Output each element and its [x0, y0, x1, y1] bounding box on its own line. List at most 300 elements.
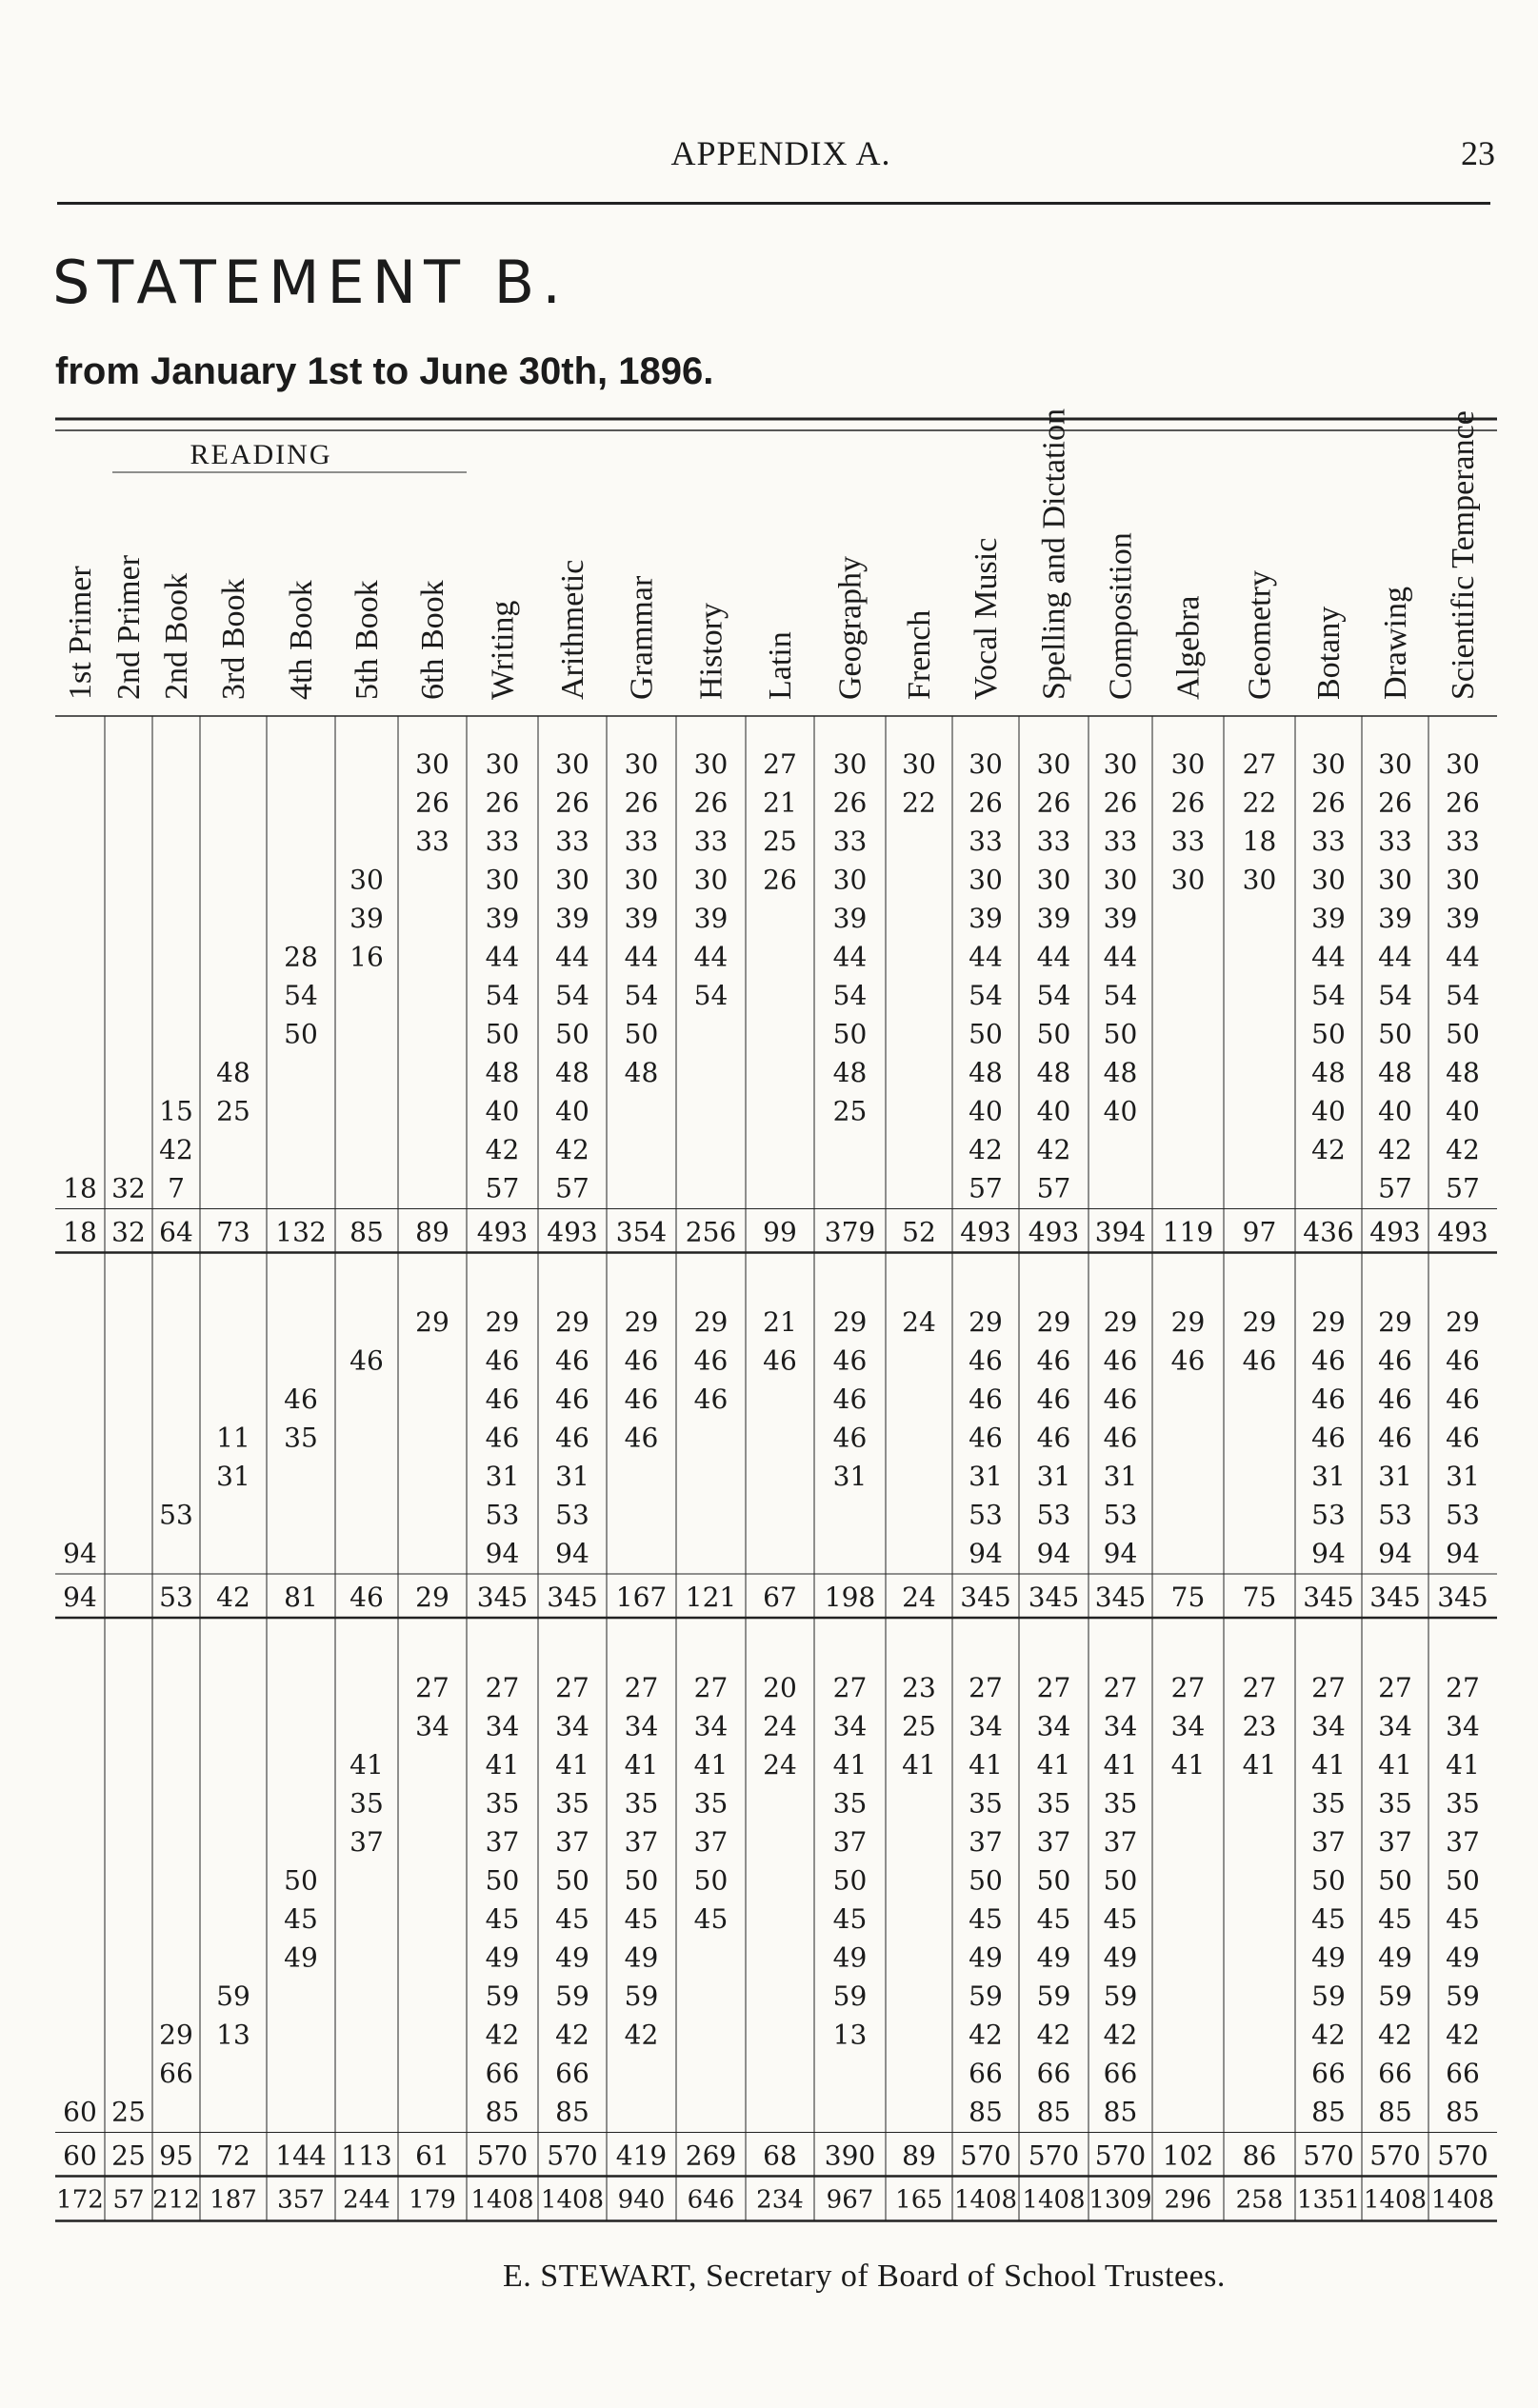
table-cell: 50 [284, 1018, 318, 1050]
table-cell: 30 [555, 864, 589, 896]
table-cell: 46 [624, 1422, 659, 1454]
table-cell: 48 [1036, 1057, 1071, 1088]
table-cell: 42 [1036, 2019, 1071, 2051]
table-cell: 48 [832, 1057, 868, 1088]
table-cell: 44 [1446, 941, 1480, 973]
table-cell: 26 [763, 864, 797, 896]
table-cell: 35 [969, 1787, 1003, 1820]
grand-total: 940 [617, 2185, 666, 2215]
table-cell: 26 [1103, 786, 1138, 819]
table-cell: 34 [1036, 1710, 1071, 1742]
table-cell: 35 [555, 1787, 589, 1820]
table-cell: 41 [969, 1749, 1003, 1781]
table-cell: 41 [624, 1749, 659, 1781]
section-total: 68 [763, 2139, 797, 2172]
table-cell: 54 [284, 980, 318, 1011]
table-cell: 33 [1311, 826, 1346, 857]
table-cell: 50 [969, 1864, 1003, 1897]
table-cell: 29 [832, 1306, 868, 1338]
table-cell: 42 [555, 1134, 589, 1165]
table-cell: 57 [969, 1172, 1003, 1204]
table-cell: 44 [1378, 941, 1412, 973]
table-cell: 39 [969, 903, 1003, 934]
table-cell: 27 [1378, 1672, 1412, 1703]
table-cell: 27 [415, 1672, 449, 1703]
table-cell: 39 [1446, 903, 1480, 934]
table-cell: 42 [1378, 2019, 1412, 2051]
table-cell: 85 [969, 2096, 1003, 2128]
table-cell: 13 [832, 2019, 868, 2051]
table-cell: 26 [1311, 786, 1346, 819]
table-cell: 34 [693, 1710, 729, 1742]
column-header: 4th Book [284, 580, 319, 700]
table-cell: 33 [832, 826, 868, 857]
date-range: from January 1st to June 30th, 1896. [55, 350, 714, 392]
section-total: 102 [1162, 2139, 1214, 2172]
table-cell: 25 [111, 2096, 146, 2128]
table-cell: 46 [555, 1422, 589, 1454]
table-cell: 41 [485, 1749, 520, 1781]
table-cell: 39 [555, 903, 589, 934]
table-cell: 33 [1170, 826, 1206, 857]
table-cell: 46 [485, 1422, 520, 1454]
table-cell: 40 [555, 1095, 589, 1127]
table-cell: 30 [1103, 864, 1138, 896]
table-cell: 29 [1242, 1306, 1277, 1338]
table-cell: 39 [1103, 903, 1138, 934]
table-cell: 23 [1242, 1710, 1277, 1742]
column-header: Spelling and Dictation [1036, 408, 1072, 700]
table-cell: 50 [969, 1018, 1003, 1050]
signature-line: E. STEWART, Secretary of Board of School Trustees. [503, 2259, 1226, 2294]
table-cell: 54 [1036, 980, 1071, 1011]
statement-title: STATEMENT B. [52, 248, 569, 317]
table-cell: 85 [1311, 2096, 1346, 2128]
table-cell: 37 [1446, 1826, 1480, 1858]
section-total: 345 [1437, 1582, 1488, 1613]
table-cell: 27 [693, 1672, 729, 1703]
section-total: 85 [350, 1216, 384, 1248]
table-cell: 40 [1311, 1095, 1346, 1127]
table-cell: 30 [1170, 864, 1206, 896]
table-cell: 54 [832, 980, 868, 1011]
table-cell: 45 [1036, 1903, 1071, 1935]
table-cell: 41 [832, 1749, 868, 1781]
section-total: 81 [284, 1582, 318, 1613]
table-cell: 30 [832, 748, 868, 780]
table-cell: 29 [969, 1306, 1003, 1338]
section-total: 436 [1303, 1216, 1354, 1248]
table-cell: 37 [624, 1826, 659, 1858]
table-cell: 54 [555, 980, 589, 1011]
table-cell: 37 [832, 1826, 868, 1858]
section-total: 60 [63, 2139, 97, 2172]
table-cell: 33 [693, 826, 729, 857]
table-cell: 50 [624, 1864, 659, 1897]
table-cell: 50 [624, 1018, 659, 1050]
table-cell: 26 [1036, 786, 1071, 819]
table-cell: 50 [1378, 1864, 1412, 1897]
section-total: 61 [415, 2139, 449, 2172]
table-cell: 40 [969, 1095, 1003, 1127]
table-cell: 49 [555, 1941, 589, 1974]
table-cell: 85 [1103, 2096, 1138, 2128]
table-cell: 46 [969, 1383, 1003, 1415]
table-cell: 59 [832, 1980, 868, 2012]
section-total: 132 [275, 1216, 327, 1248]
table-cell: 11 [216, 1422, 250, 1454]
table-cell: 37 [1311, 1826, 1346, 1858]
section-total: 493 [476, 1216, 529, 1248]
table-cell: 49 [1036, 1941, 1071, 1974]
table-cell: 31 [1311, 1461, 1346, 1492]
table-cell: 45 [1311, 1903, 1346, 1935]
column-header: Algebra [1170, 595, 1207, 700]
table-cell: 46 [1378, 1422, 1412, 1454]
column-header: Composition [1103, 532, 1139, 700]
section-total: 493 [1437, 1216, 1488, 1248]
column-header: History [693, 603, 729, 700]
table-cell: 42 [1103, 2019, 1138, 2051]
table-cell: 26 [1446, 786, 1480, 819]
table-cell: 40 [485, 1095, 520, 1127]
table-cell: 39 [624, 903, 659, 934]
column-header: Writing [485, 600, 521, 700]
table-cell: 34 [832, 1710, 868, 1742]
table-cell: 40 [1378, 1095, 1412, 1127]
table-cell: 42 [1378, 1134, 1412, 1165]
table-cell: 34 [485, 1710, 520, 1742]
section-total: 73 [216, 1216, 250, 1248]
section-total: 570 [1303, 2139, 1354, 2172]
table-cell: 41 [1103, 1749, 1138, 1781]
section-total: 144 [275, 2139, 327, 2172]
grand-total: 165 [895, 2185, 943, 2215]
table-cell: 42 [1311, 1134, 1346, 1165]
table-cell: 27 [485, 1672, 520, 1703]
column-header: Grammar [624, 575, 660, 700]
table-cell: 53 [1378, 1499, 1412, 1531]
table-cell: 42 [624, 2019, 659, 2051]
table-cell: 34 [969, 1710, 1003, 1742]
table-cell: 30 [1170, 748, 1206, 780]
grand-total: 1408 [1363, 2185, 1428, 2215]
table-cell: 85 [1036, 2096, 1071, 2128]
table-cell: 35 [624, 1787, 659, 1820]
table-cell: 46 [1170, 1344, 1206, 1377]
table-cell: 48 [485, 1057, 520, 1088]
table-cell: 46 [1036, 1344, 1071, 1377]
table-cell: 35 [1103, 1787, 1138, 1820]
table-cell: 59 [1103, 1980, 1138, 2012]
section-total: 570 [1437, 2139, 1488, 2172]
column-header: Geometry [1242, 570, 1278, 700]
table-cell: 44 [555, 941, 589, 973]
table-cell: 94 [555, 1538, 589, 1569]
table-cell: 29 [485, 1306, 520, 1338]
table-cell: 48 [1311, 1057, 1346, 1088]
table-cell: 44 [1036, 941, 1071, 973]
table-cell: 85 [485, 2096, 520, 2128]
table-cell: 48 [1446, 1057, 1480, 1088]
column-header: 2nd Book [159, 572, 194, 700]
table-cell: 50 [832, 1864, 868, 1897]
section-total: 113 [341, 2139, 392, 2172]
section-total: 94 [63, 1582, 97, 1613]
table-cell: 30 [1446, 748, 1480, 780]
table-cell: 50 [832, 1018, 868, 1050]
column-header: Drawing [1378, 587, 1413, 700]
table-cell: 46 [555, 1344, 589, 1377]
grand-total: 234 [756, 2185, 804, 2215]
table-cell: 34 [1311, 1710, 1346, 1742]
table-cell: 31 [485, 1461, 520, 1492]
column-header: Arithmetic [555, 559, 590, 700]
table-cell: 94 [1378, 1538, 1412, 1569]
table-cell: 50 [1103, 1864, 1138, 1897]
table-cell: 49 [832, 1941, 868, 1974]
section-total: 198 [824, 1582, 876, 1613]
table-cell: 27 [1446, 1672, 1480, 1703]
table-cell: 46 [624, 1383, 659, 1415]
table-cell: 35 [350, 1787, 384, 1820]
table-cell: 34 [1170, 1710, 1206, 1742]
table-cell: 33 [1378, 826, 1412, 857]
section-total: 42 [216, 1582, 250, 1613]
section-total: 32 [111, 1216, 146, 1248]
table-cell: 45 [969, 1903, 1003, 1935]
table-cell: 25 [763, 826, 797, 857]
table-cell: 37 [1103, 1826, 1138, 1858]
table-cell: 26 [624, 786, 659, 819]
table-cell: 45 [555, 1903, 589, 1935]
table-cell: 49 [284, 1941, 318, 1974]
table-cell: 29 [1170, 1306, 1206, 1338]
section-total: 67 [763, 1582, 797, 1613]
table-cell: 50 [1446, 1018, 1480, 1050]
table-cell: 30 [902, 748, 936, 780]
table-cell: 50 [1378, 1018, 1412, 1050]
table-cell: 30 [1311, 864, 1346, 896]
table-cell: 33 [624, 826, 659, 857]
grand-total: 357 [277, 2185, 325, 2215]
section-total: 64 [159, 1216, 193, 1248]
table-cell: 50 [1446, 1864, 1480, 1897]
table-cell: 46 [350, 1344, 384, 1377]
table-cell: 31 [555, 1461, 589, 1492]
table-cell: 29 [159, 2019, 193, 2051]
table-cell: 29 [624, 1306, 659, 1338]
table-cell: 46 [832, 1422, 868, 1454]
table-cell: 94 [485, 1538, 520, 1569]
grand-total: 187 [210, 2185, 257, 2215]
table-cell: 44 [485, 941, 520, 973]
table-cell: 7 [168, 1172, 185, 1204]
table-cell: 49 [1446, 1941, 1480, 1974]
column-header: Latin [763, 631, 798, 700]
page-number: 23 [1461, 134, 1495, 172]
section-total: 345 [960, 1582, 1011, 1613]
table-cell: 46 [1446, 1422, 1480, 1454]
table-cell: 85 [1446, 2096, 1480, 2128]
table-cell: 53 [1446, 1499, 1480, 1531]
column-header: 1st Primer [63, 566, 98, 700]
table-cell: 30 [693, 864, 729, 896]
table-cell: 29 [415, 1306, 449, 1338]
table-cell: 46 [832, 1344, 868, 1377]
section-total: 345 [547, 1582, 598, 1613]
table-cell: 29 [1446, 1306, 1480, 1338]
table-cell: 41 [902, 1749, 936, 1781]
table-cell: 26 [485, 786, 520, 819]
table-cell: 94 [1036, 1538, 1071, 1569]
table-cell: 53 [485, 1499, 520, 1531]
table-cell: 50 [555, 1864, 589, 1897]
section-total: 570 [1028, 2139, 1080, 2172]
table-cell: 26 [415, 786, 449, 819]
table-cell: 59 [485, 1980, 520, 2012]
table-cell: 39 [1311, 903, 1346, 934]
section-total: 52 [902, 1216, 936, 1248]
section-total: 394 [1094, 1216, 1147, 1248]
table-cell: 31 [1103, 1461, 1138, 1492]
table-cell: 42 [1446, 2019, 1480, 2051]
table-cell: 66 [159, 2058, 193, 2089]
table-cell: 46 [1036, 1422, 1071, 1454]
section-total: 256 [685, 1216, 737, 1248]
table-cell: 54 [693, 980, 729, 1011]
column-header: Scientific Temperance [1446, 410, 1481, 700]
table-cell: 46 [1103, 1344, 1138, 1377]
table-cell: 30 [415, 748, 449, 780]
table-cell: 30 [555, 748, 589, 780]
table-cell: 50 [485, 1018, 520, 1050]
table-cell: 33 [555, 826, 589, 857]
table-cell: 54 [1446, 980, 1480, 1011]
table-cell: 27 [969, 1672, 1003, 1703]
table-cell: 28 [284, 941, 318, 973]
table-cell: 42 [485, 1134, 520, 1165]
table-cell: 66 [969, 2058, 1003, 2089]
section-total: 419 [615, 2139, 668, 2172]
section-total: 75 [1170, 1582, 1206, 1613]
table-cell: 26 [693, 786, 729, 819]
table-cell: 46 [1036, 1383, 1071, 1415]
column-header: Botany [1311, 606, 1347, 700]
table-cell: 29 [1311, 1306, 1346, 1338]
table-cell: 23 [902, 1672, 936, 1703]
table-cell: 34 [624, 1710, 659, 1742]
grand-total: 646 [687, 2185, 735, 2215]
section-total: 345 [1303, 1582, 1354, 1613]
table-cell: 59 [1446, 1980, 1480, 2012]
table-cell: 37 [969, 1826, 1003, 1858]
table-cell: 45 [832, 1903, 868, 1935]
table-cell: 30 [1311, 748, 1346, 780]
column-header: 6th Book [415, 580, 450, 700]
table-cell: 37 [693, 1826, 729, 1858]
table-cell: 53 [1036, 1499, 1071, 1531]
table-cell: 30 [1242, 864, 1277, 896]
table-cell: 20 [763, 1672, 797, 1703]
table-cell: 33 [415, 826, 449, 857]
section-total: 379 [824, 1216, 876, 1248]
table-cell: 42 [555, 2019, 589, 2051]
table-cell: 49 [969, 1941, 1003, 1974]
table-cell: 33 [485, 826, 520, 857]
table-cell: 18 [1242, 826, 1277, 857]
section-total: 99 [763, 1216, 797, 1248]
table-cell: 29 [1103, 1306, 1138, 1338]
table-cell: 46 [1446, 1344, 1480, 1377]
table-cell: 94 [1446, 1538, 1480, 1569]
section-total: 119 [1162, 1216, 1214, 1248]
table-cell: 57 [555, 1172, 589, 1204]
table-cell: 46 [1242, 1344, 1277, 1377]
table-cell: 33 [1103, 826, 1138, 857]
table-cell: 44 [969, 941, 1003, 973]
table-cell: 46 [624, 1344, 659, 1377]
table-cell: 40 [1446, 1095, 1480, 1127]
section-total: 493 [1369, 1216, 1421, 1248]
table-cell: 35 [1378, 1787, 1412, 1820]
grand-total: 1408 [1430, 2185, 1495, 2215]
section-total: 345 [1369, 1582, 1421, 1613]
table-cell: 46 [1446, 1383, 1480, 1415]
table-cell: 26 [1378, 786, 1412, 819]
table-cell: 50 [485, 1864, 520, 1897]
table-cell: 46 [485, 1383, 520, 1415]
section-total: 570 [1094, 2139, 1147, 2172]
table-cell: 59 [555, 1980, 589, 2012]
table-cell: 50 [284, 1864, 318, 1897]
section-total: 86 [1242, 2139, 1277, 2172]
section-total: 95 [159, 2139, 193, 2172]
table-cell: 66 [1378, 2058, 1412, 2089]
section-total: 493 [547, 1216, 598, 1248]
table-cell: 57 [1036, 1172, 1071, 1204]
table-cell: 59 [1378, 1980, 1412, 2012]
table-cell: 41 [1242, 1749, 1277, 1781]
section-total: 72 [216, 2139, 250, 2172]
table-cell: 37 [1036, 1826, 1071, 1858]
table-cell: 50 [1036, 1018, 1071, 1050]
table-cell: 21 [763, 786, 797, 819]
table-cell: 26 [969, 786, 1003, 819]
section-total: 390 [824, 2139, 876, 2172]
table-cell: 42 [1311, 2019, 1346, 2051]
table-cell: 45 [1103, 1903, 1138, 1935]
table-cell: 35 [485, 1787, 520, 1820]
table-cell: 50 [1311, 1018, 1346, 1050]
section-total: 97 [1242, 1216, 1277, 1248]
table-cell: 31 [216, 1461, 250, 1492]
table-cell: 30 [624, 864, 659, 896]
table-cell: 33 [1036, 826, 1071, 857]
table-cell: 46 [763, 1344, 797, 1377]
table-cell: 46 [1311, 1344, 1346, 1377]
table-cell: 42 [969, 2019, 1003, 2051]
table-cell: 37 [485, 1826, 520, 1858]
section-total: 570 [476, 2139, 529, 2172]
grand-total: 212 [152, 2185, 200, 2215]
column-header: Geography [832, 555, 869, 700]
table-cell: 37 [555, 1826, 589, 1858]
table-cell: 42 [1036, 1134, 1071, 1165]
table-cell: 41 [1378, 1749, 1412, 1781]
table-cell: 54 [1103, 980, 1138, 1011]
table-cell: 50 [1311, 1864, 1346, 1897]
